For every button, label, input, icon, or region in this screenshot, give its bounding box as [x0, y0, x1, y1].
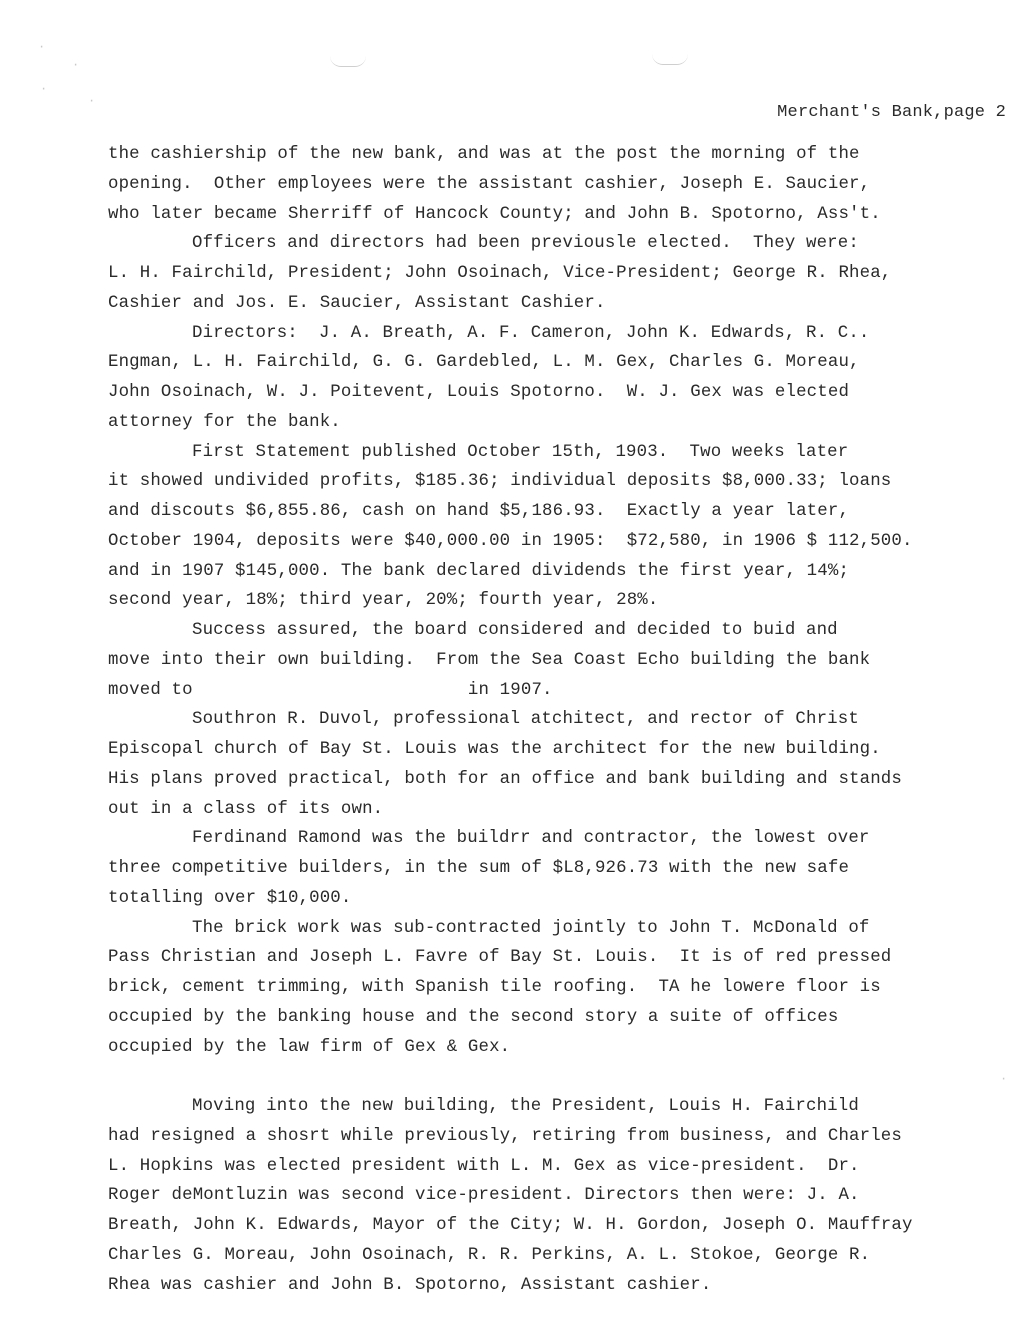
- text-line: Directors: J. A. Breath, A. F. Cameron, John K. Edwards, R. C..: [192, 323, 870, 343]
- text-line: who later became Sherriff of Hancock County; and John B. Spotorno, Ass't.: [108, 204, 881, 224]
- text-line: and in 1907 $145,000. The bank declared dividends the first year, 14%;: [108, 561, 850, 581]
- text-line: attorney for the bank.: [108, 412, 341, 432]
- binder-hole-shadow: [330, 56, 366, 67]
- scan-speck: ·: [40, 82, 48, 96]
- text-line: John Osoinach, W. J. Poitevent, Louis Spotorno. W. J. Gex was elected: [108, 383, 850, 402]
- text-line: totalling over $10,000.: [108, 888, 352, 908]
- text-line: out in a class of its own.: [108, 799, 384, 819]
- scan-speck: ·: [1000, 1072, 1008, 1086]
- text-line: brick, cement trimming, with Spanish tile roofing. TA he lowere floor is: [108, 978, 881, 997]
- text-line: had resigned a shosrt while previously, retiring from business, and Charles: [108, 1126, 902, 1146]
- binder-hole-shadow: [652, 54, 688, 65]
- text-line: and discouts $6,855.86, cash on hand $5,186.93. Exactly a year later,: [108, 502, 850, 521]
- text-line: Rhea was cashier and John B. Spotorno, Assistant cashier.: [108, 1275, 712, 1295]
- scan-speck: ·: [72, 58, 80, 72]
- scan-speck: ·: [38, 40, 46, 54]
- text-line: Roger deMontluzin was second vice-president. Directors then were: J. A.: [108, 1186, 860, 1206]
- text-line: the cashiership of the new bank, and was at the post the morning of the: [108, 145, 860, 164]
- scan-speck: ·: [88, 94, 96, 108]
- text-line: L. H. Fairchild, President; John Osoinach, Vice-President; George R. Rhea,: [108, 264, 892, 283]
- text-line: October 1904, deposits were $40,000.00 in 1905: $72,580, in 1906 $ 112,500.: [108, 531, 913, 551]
- text-line: move into their own building. From the Sea Coast Echo building the bank: [108, 650, 871, 670]
- text-line: Officers and directors had been previousle elected. They were:: [192, 234, 859, 254]
- text-line: Breath, John K. Edwards, Mayor of the City; W. H. Gordon, Joseph O. Mauffray: [108, 1216, 913, 1235]
- text-line: Cashier and Jos. E. Saucier, Assistant Cashier.: [108, 293, 606, 313]
- text-line: Success assured, the board considered and decided to buid and: [192, 621, 838, 640]
- text-line: it showed undivided profits, $185.36; individual deposits $8,000.33; loans: [108, 472, 892, 492]
- document-body: [108, 140, 1013, 1300]
- text-line: opening. Other employees were the assistant cashier, Joseph E. Saucier,: [108, 174, 871, 194]
- text-line: First Statement published October 15th, 1903. Two weeks later: [192, 442, 849, 462]
- page-header: Merchant's Bank,page 2: [777, 103, 1006, 122]
- text-line: Episcopal church of Bay St. Louis was the architect for the new building.: [108, 740, 881, 759]
- text-line: His plans proved practical, both for an office and bank building and stands: [108, 769, 902, 789]
- text-line: The brick work was sub-contracted jointly to John T. McDonald of: [192, 918, 870, 938]
- text-line: Southron R. Duvol, professional atchitect, and rector of Christ: [192, 710, 859, 730]
- text-line: three competitive builders, in the sum of $L8,926.73 with the new safe: [108, 859, 850, 878]
- text-line: Pass Christian and Joseph L. Favre of Bay St. Louis. It is of red pressed: [108, 948, 892, 968]
- text-line: occupied by the banking house and the second story a suite of offices: [108, 1007, 839, 1027]
- text-line: second year, 18%; third year, 20%; fourth year, 28%.: [108, 591, 659, 611]
- text-line: moved to in 1907.: [108, 680, 553, 700]
- text-line: Moving into the new building, the President, Louis H. Fairchild: [192, 1097, 859, 1116]
- text-line: L. Hopkins was elected president with L. M. Gex as vice-president. Dr.: [108, 1156, 860, 1176]
- text-line: Engman, L. H. Fairchild, G. G. Gardebled, L. M. Gex, Charles G. Moreau,: [108, 353, 860, 373]
- faded-smudge-line: [108, 1062, 1013, 1092]
- text-line: Charles G. Moreau, John Osoinach, R. R. Perkins, A. L. Stokoe, George R.: [108, 1245, 871, 1265]
- text-line: occupied by the law firm of Gex & Gex.: [108, 1037, 511, 1057]
- text-line: Ferdinand Ramond was the buildrr and contractor, the lowest over: [192, 829, 870, 849]
